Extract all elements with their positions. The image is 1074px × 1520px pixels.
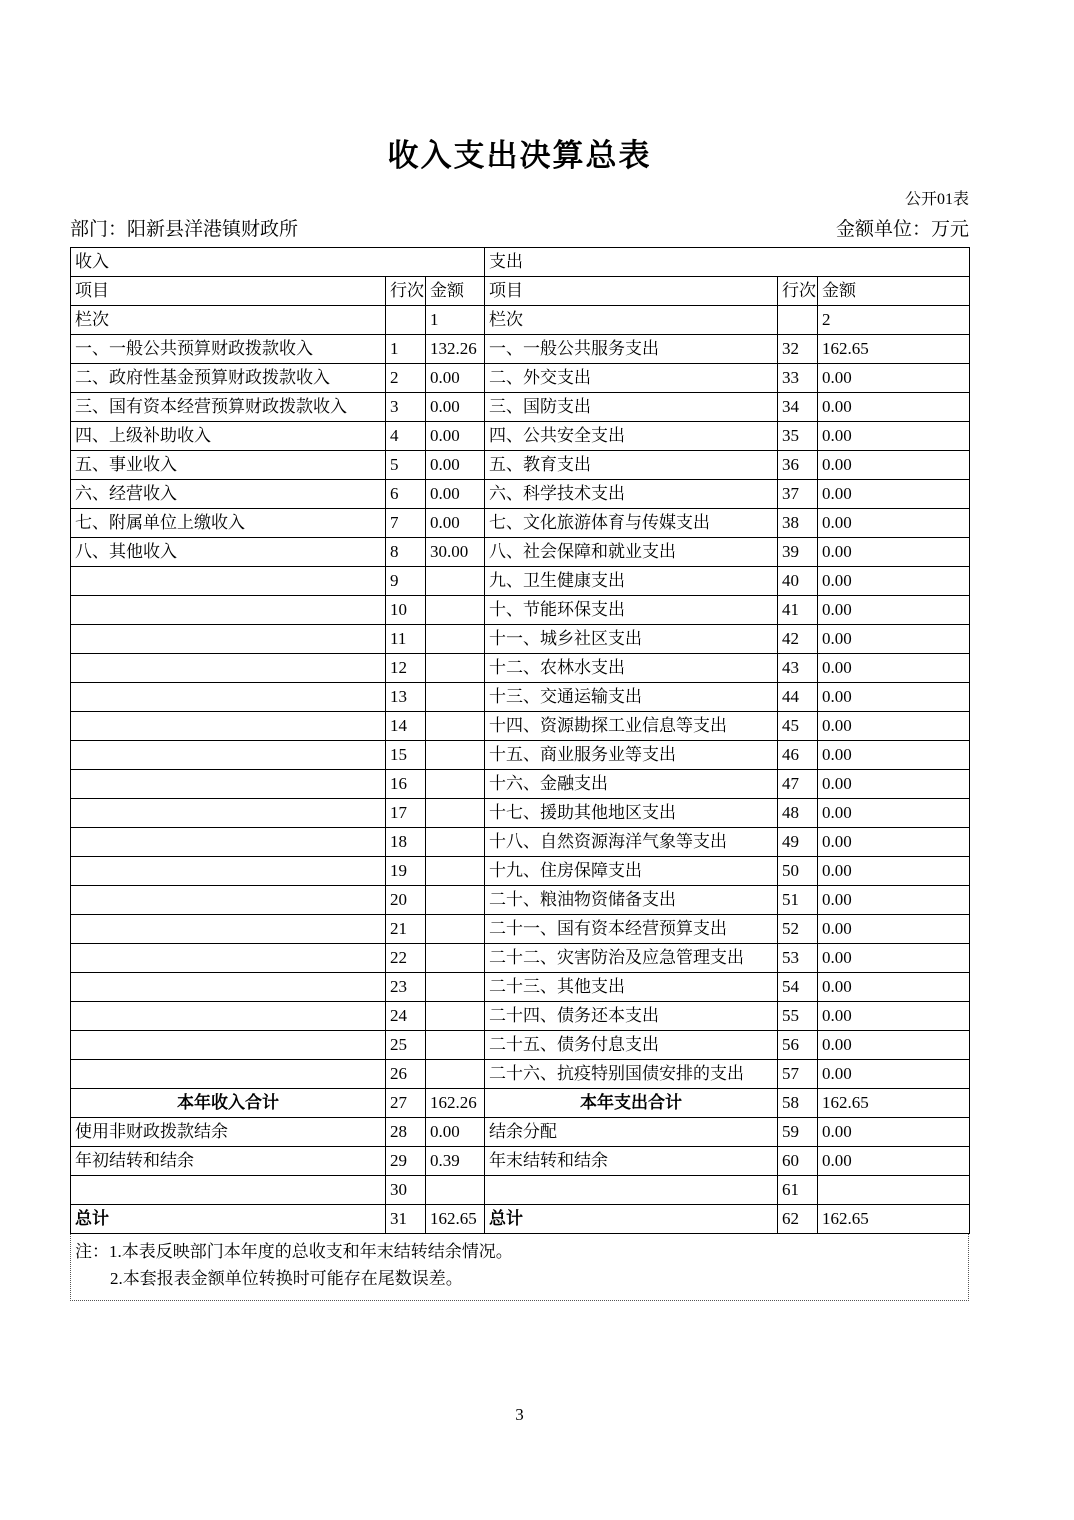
expenditure-line-cell: 34 xyxy=(778,393,818,422)
expenditure-amount-cell: 0.00 xyxy=(818,1060,970,1089)
expenditure-item-cell: 二十六、抗疫特别国债安排的支出 xyxy=(485,1060,778,1089)
expenditure-amount-cell: 162.65 xyxy=(818,1089,970,1118)
income-item-cell: 三、国有资本经营预算财政拨款收入 xyxy=(71,393,386,422)
income-amount-cell: 0.00 xyxy=(426,480,485,509)
expenditure-amount-cell: 0.00 xyxy=(818,828,970,857)
income-amount-cell: 0.00 xyxy=(426,364,485,393)
income-line-cell: 19 xyxy=(386,857,426,886)
income-index-value: 1 xyxy=(426,306,485,335)
table-row xyxy=(71,1089,970,1118)
expenditure-line-cell: 62 xyxy=(778,1205,818,1234)
income-line-cell: 29 xyxy=(386,1147,426,1176)
expenditure-amount-cell: 0.00 xyxy=(818,944,970,973)
income-amount-cell xyxy=(426,1060,485,1089)
document-content xyxy=(70,138,969,1425)
table-row xyxy=(71,857,970,886)
income-amount-cell: 0.39 xyxy=(426,1147,485,1176)
income-item-cell xyxy=(71,1060,386,1089)
expenditure-line-cell: 36 xyxy=(778,451,818,480)
table-row xyxy=(71,335,970,364)
income-amount-cell: 162.65 xyxy=(426,1205,485,1234)
expenditure-line-cell: 46 xyxy=(778,741,818,770)
table-row xyxy=(71,1205,970,1234)
expenditure-amount-cell: 0.00 xyxy=(818,712,970,741)
expenditure-item-cell: 二十三、其他支出 xyxy=(485,973,778,1002)
expenditure-amount-cell: 0.00 xyxy=(818,422,970,451)
income-item-cell: 四、上级补助收入 xyxy=(71,422,386,451)
income-line-cell: 25 xyxy=(386,1031,426,1060)
expenditure-line-cell: 58 xyxy=(778,1089,818,1118)
expenditure-line-cell: 33 xyxy=(778,364,818,393)
note-line-2: 2.本套报表金额单位转换时可能存在尾数误差。 xyxy=(110,1269,463,1288)
summary-table xyxy=(70,247,970,1234)
expenditure-line-cell: 57 xyxy=(778,1060,818,1089)
expenditure-item-cell: 十五、商业服务业等支出 xyxy=(485,741,778,770)
income-item-cell xyxy=(71,1031,386,1060)
table-row xyxy=(71,1060,970,1089)
expenditure-amount-cell: 162.65 xyxy=(818,335,970,364)
table-row xyxy=(71,886,970,915)
page-number: 3 xyxy=(515,1405,524,1424)
income-amount-cell xyxy=(426,741,485,770)
income-item-cell: 一、一般公共预算财政拨款收入 xyxy=(71,335,386,364)
expenditure-item-cell: 二十四、债务还本支出 xyxy=(485,1002,778,1031)
income-item-cell xyxy=(71,567,386,596)
expenditure-amount-cell: 0.00 xyxy=(818,770,970,799)
expenditure-line-cell: 37 xyxy=(778,480,818,509)
income-line-cell: 15 xyxy=(386,741,426,770)
expenditure-line-cell: 60 xyxy=(778,1147,818,1176)
income-line-cell: 28 xyxy=(386,1118,426,1147)
table-row xyxy=(71,915,970,944)
expenditure-item-cell xyxy=(485,1176,778,1205)
expenditure-item-cell: 六、科学技术支出 xyxy=(485,480,778,509)
income-item-cell xyxy=(71,654,386,683)
income-amount-cell xyxy=(426,915,485,944)
income-item-cell xyxy=(71,828,386,857)
income-line-cell: 26 xyxy=(386,1060,426,1089)
income-line-cell: 11 xyxy=(386,625,426,654)
income-amount-cell: 0.00 xyxy=(426,1118,485,1147)
income-line-cell: 20 xyxy=(386,886,426,915)
expenditure-line-cell: 39 xyxy=(778,538,818,567)
expenditure-item-cell: 本年支出合计 xyxy=(485,1089,778,1118)
income-line-cell: 23 xyxy=(386,973,426,1002)
expenditure-line-cell: 40 xyxy=(778,567,818,596)
expenditure-amount-cell: 0.00 xyxy=(818,625,970,654)
income-line-cell: 8 xyxy=(386,538,426,567)
table-row xyxy=(71,1031,970,1060)
income-amount-header: 金额 xyxy=(426,277,485,306)
expenditure-line-cell: 42 xyxy=(778,625,818,654)
income-amount-cell xyxy=(426,1176,485,1205)
expenditure-line-cell: 32 xyxy=(778,335,818,364)
expenditure-amount-cell: 0.00 xyxy=(818,567,970,596)
income-amount-cell xyxy=(426,973,485,1002)
expenditure-amount-cell: 0.00 xyxy=(818,654,970,683)
income-item-cell xyxy=(71,741,386,770)
expenditure-item-cell: 七、文化旅游体育与传媒支出 xyxy=(485,509,778,538)
income-line-cell: 9 xyxy=(386,567,426,596)
table-row xyxy=(71,741,970,770)
expenditure-line-cell: 52 xyxy=(778,915,818,944)
income-line-cell: 17 xyxy=(386,799,426,828)
expenditure-line-cell: 38 xyxy=(778,509,818,538)
table-row xyxy=(71,480,970,509)
expenditure-item-cell: 结余分配 xyxy=(485,1118,778,1147)
expenditure-line-cell: 48 xyxy=(778,799,818,828)
expenditure-index-label: 栏次 xyxy=(485,306,778,335)
table-row xyxy=(71,654,970,683)
expenditure-line-cell: 50 xyxy=(778,857,818,886)
page-title: 收入支出决算总表 xyxy=(387,138,652,173)
expenditure-line-cell: 61 xyxy=(778,1176,818,1205)
expenditure-index-value: 2 xyxy=(818,306,970,335)
expenditure-item-cell: 四、公共安全支出 xyxy=(485,422,778,451)
table-row xyxy=(71,422,970,451)
expenditure-line-cell: 51 xyxy=(778,886,818,915)
income-amount-cell xyxy=(426,683,485,712)
income-amount-cell xyxy=(426,944,485,973)
expenditure-amount-cell: 0.00 xyxy=(818,1031,970,1060)
table-row xyxy=(71,393,970,422)
expenditure-amount-cell: 0.00 xyxy=(818,1118,970,1147)
income-line-cell: 1 xyxy=(386,335,426,364)
expenditure-item-cell: 二十一、国有资本经营预算支出 xyxy=(485,915,778,944)
income-amount-cell: 162.26 xyxy=(426,1089,485,1118)
income-item-cell: 总计 xyxy=(71,1205,386,1234)
expenditure-item-cell: 二十、粮油物资储备支出 xyxy=(485,886,778,915)
meta-row xyxy=(70,218,969,242)
income-line-cell: 4 xyxy=(386,422,426,451)
expenditure-amount-cell: 0.00 xyxy=(818,915,970,944)
expenditure-item-cell: 三、国防支出 xyxy=(485,393,778,422)
section-header-row xyxy=(71,248,970,277)
table-row xyxy=(71,1147,970,1176)
table-code: 公开01表 xyxy=(904,191,969,208)
table-row xyxy=(71,1118,970,1147)
note-line-1: 注：1.本表反映部门本年度的总收支和年末结转结余情况。 xyxy=(75,1242,513,1261)
income-line-cell: 14 xyxy=(386,712,426,741)
expenditure-amount-cell: 0.00 xyxy=(818,451,970,480)
expenditure-amount-cell: 0.00 xyxy=(818,683,970,712)
table-row xyxy=(71,770,970,799)
expenditure-amount-cell: 0.00 xyxy=(818,857,970,886)
amount-unit-label: 金额单位：万元 xyxy=(835,219,969,240)
expenditure-item-cell: 二、外交支出 xyxy=(485,364,778,393)
income-line-cell: 22 xyxy=(386,944,426,973)
income-item-cell xyxy=(71,886,386,915)
income-line-cell: 27 xyxy=(386,1089,426,1118)
expenditure-amount-cell: 0.00 xyxy=(818,480,970,509)
expenditure-amount-cell: 0.00 xyxy=(818,741,970,770)
expenditure-item-cell: 十、节能环保支出 xyxy=(485,596,778,625)
income-amount-cell xyxy=(426,1002,485,1031)
table-row xyxy=(71,799,970,828)
income-line-cell: 10 xyxy=(386,596,426,625)
income-line-header: 行次 xyxy=(386,277,426,306)
income-line-cell: 18 xyxy=(386,828,426,857)
expenditure-amount-cell: 0.00 xyxy=(818,509,970,538)
table-row xyxy=(71,973,970,1002)
expenditure-item-header: 项目 xyxy=(485,277,778,306)
income-item-cell: 五、事业收入 xyxy=(71,451,386,480)
expenditure-line-cell: 41 xyxy=(778,596,818,625)
income-item-cell xyxy=(71,770,386,799)
income-item-cell: 六、经营收入 xyxy=(71,480,386,509)
income-amount-cell xyxy=(426,625,485,654)
expenditure-line-cell: 45 xyxy=(778,712,818,741)
expenditure-line-cell: 54 xyxy=(778,973,818,1002)
income-section-header: 收入 xyxy=(71,248,485,277)
expenditure-line-cell: 55 xyxy=(778,1002,818,1031)
expenditure-amount-cell: 0.00 xyxy=(818,1002,970,1031)
table-row xyxy=(71,712,970,741)
table-row xyxy=(71,683,970,712)
expenditure-line-cell: 35 xyxy=(778,422,818,451)
expenditure-line-cell: 56 xyxy=(778,1031,818,1060)
income-item-cell xyxy=(71,712,386,741)
income-line-cell: 24 xyxy=(386,1002,426,1031)
expenditure-line-cell: 47 xyxy=(778,770,818,799)
expenditure-item-cell: 十二、农林水支出 xyxy=(485,654,778,683)
expenditure-line-cell: 43 xyxy=(778,654,818,683)
income-amount-cell xyxy=(426,1031,485,1060)
expenditure-item-cell: 九、卫生健康支出 xyxy=(485,567,778,596)
income-item-cell xyxy=(71,857,386,886)
table-row xyxy=(71,1002,970,1031)
income-line-cell: 5 xyxy=(386,451,426,480)
income-item-cell xyxy=(71,596,386,625)
expenditure-item-cell: 八、社会保障和就业支出 xyxy=(485,538,778,567)
expenditure-item-cell: 五、教育支出 xyxy=(485,451,778,480)
income-item-cell xyxy=(71,973,386,1002)
income-item-cell xyxy=(71,944,386,973)
table-row xyxy=(71,509,970,538)
income-item-header: 项目 xyxy=(71,277,386,306)
income-line-cell: 16 xyxy=(386,770,426,799)
department-label: 部门：阳新县洋港镇财政所 xyxy=(70,219,299,240)
expenditure-item-cell: 十八、自然资源海洋气象等支出 xyxy=(485,828,778,857)
income-item-cell xyxy=(71,1002,386,1031)
table-row xyxy=(71,567,970,596)
income-item-cell: 八、其他收入 xyxy=(71,538,386,567)
income-amount-cell xyxy=(426,770,485,799)
expenditure-line-cell: 49 xyxy=(778,828,818,857)
income-amount-cell xyxy=(426,654,485,683)
income-item-cell xyxy=(71,683,386,712)
income-line-cell: 31 xyxy=(386,1205,426,1234)
income-amount-cell xyxy=(426,857,485,886)
expenditure-line-cell: 53 xyxy=(778,944,818,973)
income-line-cell: 3 xyxy=(386,393,426,422)
income-line-cell: 7 xyxy=(386,509,426,538)
expenditure-amount-cell: 0.00 xyxy=(818,393,970,422)
expenditure-item-cell: 十三、交通运输支出 xyxy=(485,683,778,712)
income-line-cell: 6 xyxy=(386,480,426,509)
income-index-label: 栏次 xyxy=(71,306,386,335)
income-line-cell: 30 xyxy=(386,1176,426,1205)
expenditure-amount-cell: 0.00 xyxy=(818,364,970,393)
table-row xyxy=(71,828,970,857)
table-row xyxy=(71,538,970,567)
income-item-cell: 二、政府性基金预算财政拨款收入 xyxy=(71,364,386,393)
expenditure-item-cell: 总计 xyxy=(485,1205,778,1234)
expenditure-line-cell: 59 xyxy=(778,1118,818,1147)
income-item-cell xyxy=(71,1176,386,1205)
income-item-cell: 年初结转和结余 xyxy=(71,1147,386,1176)
expenditure-amount-cell: 0.00 xyxy=(818,886,970,915)
expenditure-item-cell: 十六、金融支出 xyxy=(485,770,778,799)
income-amount-cell: 0.00 xyxy=(426,509,485,538)
income-amount-cell xyxy=(426,567,485,596)
expenditure-item-cell: 二十二、灾害防治及应急管理支出 xyxy=(485,944,778,973)
expenditure-amount-cell: 0.00 xyxy=(818,596,970,625)
table-row xyxy=(71,944,970,973)
expenditure-amount-cell: 0.00 xyxy=(818,973,970,1002)
expenditure-amount-cell: 162.65 xyxy=(818,1205,970,1234)
column-index-row xyxy=(71,306,970,335)
income-amount-cell: 0.00 xyxy=(426,422,485,451)
expenditure-item-cell: 十一、城乡社区支出 xyxy=(485,625,778,654)
income-amount-cell: 132.26 xyxy=(426,335,485,364)
expenditure-line-cell: 44 xyxy=(778,683,818,712)
income-line-cell: 13 xyxy=(386,683,426,712)
table-row xyxy=(71,1176,970,1205)
income-index-line-cell xyxy=(386,306,426,335)
expenditure-item-cell: 十四、资源勘探工业信息等支出 xyxy=(485,712,778,741)
expenditure-line-header: 行次 xyxy=(778,277,818,306)
income-line-cell: 2 xyxy=(386,364,426,393)
income-amount-cell xyxy=(426,828,485,857)
expenditure-item-cell: 二十五、债务付息支出 xyxy=(485,1031,778,1060)
income-line-cell: 21 xyxy=(386,915,426,944)
expenditure-amount-header: 金额 xyxy=(818,277,970,306)
notes-section xyxy=(70,1234,969,1301)
income-amount-cell xyxy=(426,596,485,625)
expenditure-amount-cell xyxy=(818,1176,970,1205)
income-item-cell xyxy=(71,625,386,654)
expenditure-section-header: 支出 xyxy=(485,248,970,277)
expenditure-amount-cell: 0.00 xyxy=(818,538,970,567)
income-amount-cell xyxy=(426,886,485,915)
income-amount-cell: 30.00 xyxy=(426,538,485,567)
expenditure-item-cell: 一、一般公共服务支出 xyxy=(485,335,778,364)
income-amount-cell: 0.00 xyxy=(426,393,485,422)
income-item-cell xyxy=(71,915,386,944)
income-item-cell: 本年收入合计 xyxy=(71,1089,386,1118)
income-amount-cell xyxy=(426,799,485,828)
expenditure-amount-cell: 0.00 xyxy=(818,799,970,828)
table-row xyxy=(71,451,970,480)
expenditure-item-cell: 十九、住房保障支出 xyxy=(485,857,778,886)
expenditure-amount-cell: 0.00 xyxy=(818,1147,970,1176)
column-header-row xyxy=(71,277,970,306)
table-row xyxy=(71,625,970,654)
table-row xyxy=(71,596,970,625)
expenditure-item-cell: 年末结转和结余 xyxy=(485,1147,778,1176)
income-item-cell: 七、附属单位上缴收入 xyxy=(71,509,386,538)
income-line-cell: 12 xyxy=(386,654,426,683)
income-item-cell xyxy=(71,799,386,828)
expenditure-index-line-cell xyxy=(778,306,818,335)
income-amount-cell: 0.00 xyxy=(426,451,485,480)
income-item-cell: 使用非财政拨款结余 xyxy=(71,1118,386,1147)
income-amount-cell xyxy=(426,712,485,741)
expenditure-item-cell: 十七、援助其他地区支出 xyxy=(485,799,778,828)
table-row xyxy=(71,364,970,393)
